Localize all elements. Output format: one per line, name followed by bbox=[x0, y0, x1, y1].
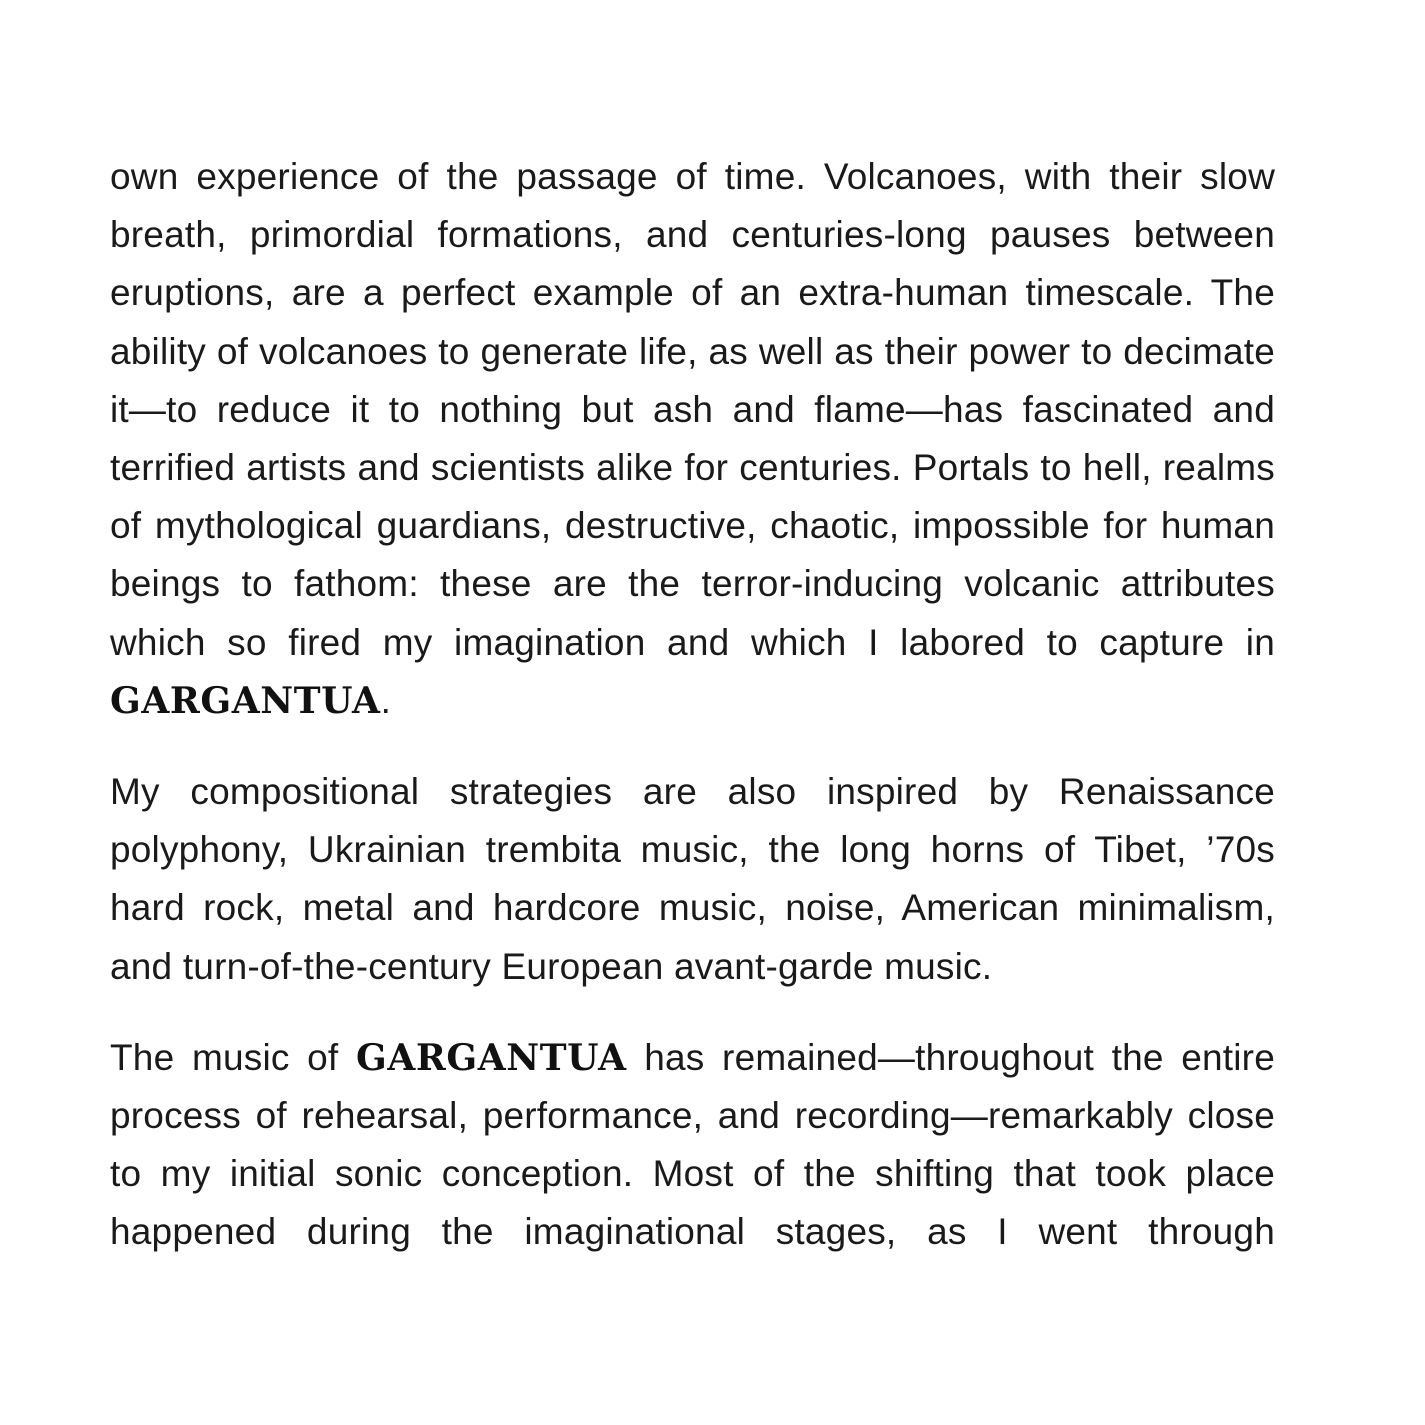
paragraph-text: own experience of the passage of time. Volcanoes, with their slow breath, primordial formations, and centuries-long pauses between eruptions, are a perfect example of an extra-human timescale. The ability of volcanoes to generate life, as well as their power to decimate it—to reduce it to nothing but ash and flame—has fascinated and terrified artists and scientists alike for centuries. Portals to hell, realms of mythological guardians, destructive, chaotic, impossible for human beings to fathom: these are the terror-inducing volcanic attributes which so fired my imagination and which I labored to capture in bbox=[110, 156, 1275, 663]
paragraph-text: The music of bbox=[110, 1036, 357, 1078]
paragraph-text: My compositional strategies are also inspired by Renaissance polyphony, Ukrainian trembita music, the long horns of Tibet, ’70s hard rock, metal and hardcore music, noise, American minimalism, and turn-of-the-century European avant-garde music. bbox=[110, 771, 1275, 987]
paragraph-volcanoes bbox=[110, 148, 1275, 730]
paragraph-text-end: has remained—throughout the entire process of rehearsal, performance, and recording—remarkably close to my initial sonic conception. Most of the shifting that took place happened during the imaginational stages, as I went through bbox=[110, 1036, 1275, 1253]
work-title: GARGANTUA bbox=[356, 1036, 627, 1079]
work-title: GARGANTUA bbox=[110, 679, 381, 722]
paragraph-text-end: . bbox=[380, 679, 392, 721]
paragraph-music bbox=[110, 1029, 1275, 1262]
page-body bbox=[110, 148, 1275, 1295]
paragraph-strategies bbox=[110, 763, 1275, 996]
